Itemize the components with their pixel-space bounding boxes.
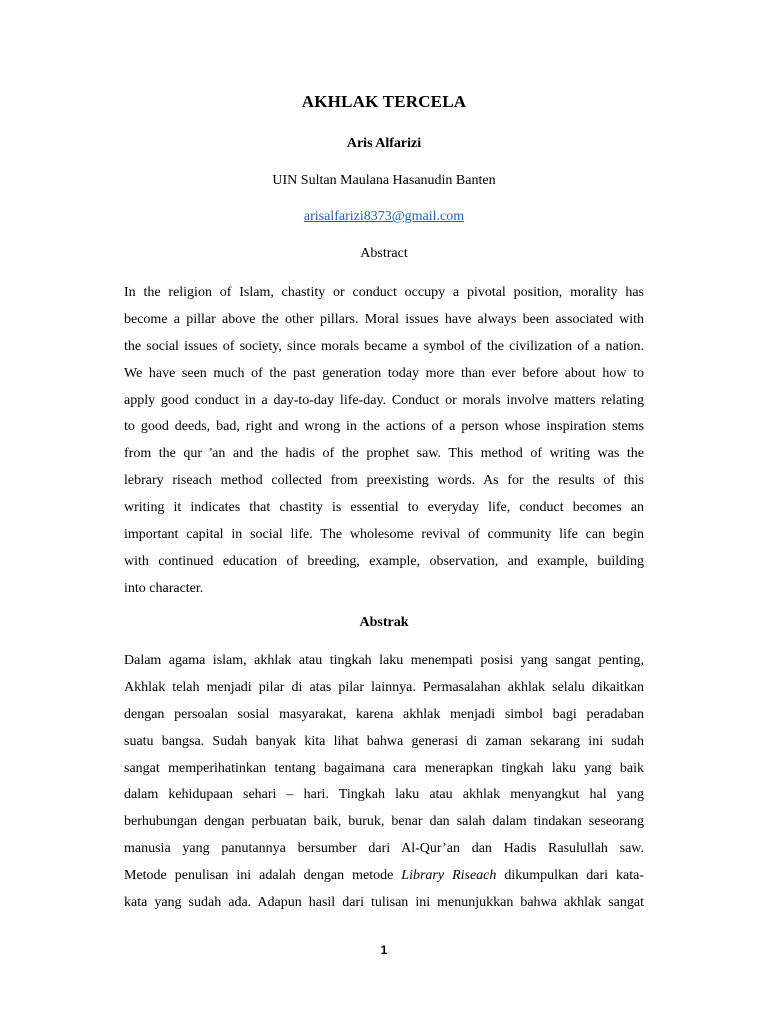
abstract-paragraph (124, 280, 644, 603)
abstract-line: become a pillar above the other pillars. Moral issues have always been associated with (124, 311, 644, 327)
abstract-line: important capital in social life. The wholesome revival of community life can begin (124, 527, 644, 543)
abstrak-line-method (124, 863, 644, 890)
abstract-line: to good deeds, bad, right and wrong in the actions of a person whose inspiration stems (124, 419, 644, 435)
abstract-line: We have seen much of the past generation today more than ever before about how to (124, 365, 644, 381)
author-email-link[interactable]: arisalfarizi8373@gmail.com (303, 209, 465, 224)
paper-title: AKHLAK TERCELA (301, 92, 467, 111)
abstract-line: from the qur 'an and the hadis of the prophet saw. This method of writing was the (124, 446, 644, 462)
abstract-line: In the religion of Islam, chastity or conduct occupy a pivotal position, morality has (124, 285, 644, 300)
author-name: Aris Alfarizi (346, 136, 422, 151)
abstract-line: apply good conduct in a day-to-day life-day. Conduct or morals involve matters relating (124, 392, 644, 408)
abstract-line: writing it indicates that chastity is essential to everyday life, conduct becomes an (124, 500, 644, 516)
author-affiliation: UIN Sultan Maulana Hasanudin Banten (272, 173, 496, 188)
abstract-line: lebrary riseach method collected from preexisting words. As for the results of this (124, 473, 644, 489)
abstrak-line: Akhlak telah menjadi pilar di atas pilar lainnya. Permasalahan akhlak selalu dikaitkan (124, 679, 644, 695)
page-number: 1 (380, 943, 388, 957)
abstrak-line: sangat memperihatinkan tentang bagaimana cara menerapkan tingkah laku yang baik (124, 760, 644, 776)
abstrak-line: kata yang sudah ada. Adapun hasil dari tulisan ini menunjukkan bahwa akhlak sangat (124, 895, 644, 911)
abstrak-line: suatu bangsa. Sudah banyak kita lihat bahwa generasi di zaman sekarang ini sudah (124, 733, 644, 749)
method-name-italic: Library Riseach (401, 868, 497, 884)
abstrak-line: Dalam agama islam, akhlak atau tingkah laku menempati posisi yang sangat penting, (124, 653, 644, 668)
abstrak-line: dengan persoalan sosial masyarakat, karena akhlak menjadi simbol bagi peradaban (124, 706, 644, 722)
abstrak-line-method-start: Metode penulisan ini adalah dengan metode (124, 868, 402, 884)
abstrak-line: manusia yang panutannya bersumber dari Al-Qur’an dan Hadis Rasulullah saw. (124, 841, 644, 857)
abstract-heading: Abstract (360, 246, 408, 261)
abstrak-line: dalam kehidupaan sehari – hari. Tingkah laku atau akhlak menyangkut hal yang (124, 787, 644, 803)
abstract-line: with continued education of breeding, example, observation, and example, building (124, 553, 644, 569)
abstract-line: the social issues of society, since morals became a symbol of the civilization of a nation. (124, 338, 644, 354)
abstrak-line: berhubungan dengan perbuatan baik, buruk, benar dan salah dalam tindakan seseorang (124, 814, 644, 830)
abstrak-paragraph (124, 648, 644, 917)
abstrak-heading: Abstrak (359, 615, 409, 630)
abstrak-line-method-end: dikumpulkan dari kata- (496, 868, 644, 884)
abstract-line: into character. (124, 580, 204, 596)
